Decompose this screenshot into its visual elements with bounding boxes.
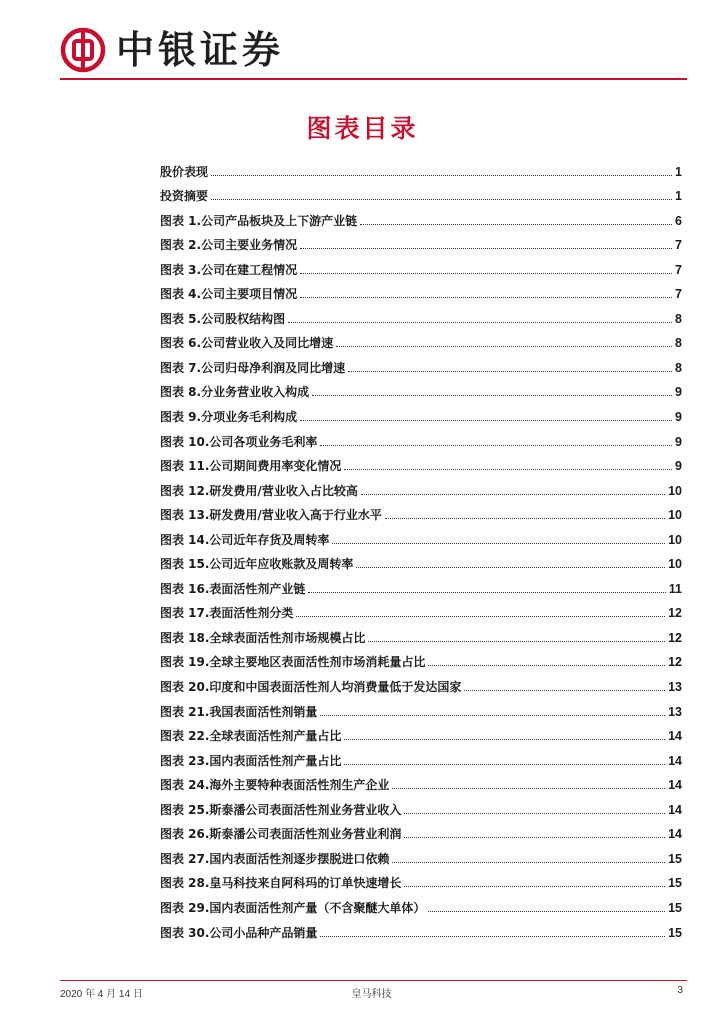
toc-entry-page[interactable]: 13 [668,680,682,695]
toc-leader-dots [361,494,665,495]
toc-entry[interactable] [160,302,682,327]
toc-entry[interactable] [160,891,682,916]
toc-leader-dots [404,813,665,814]
toc-leader-dots [344,469,672,470]
toc-leader-dots [356,567,665,568]
toc-entry-page[interactable]: 15 [668,925,682,940]
toc-entry-label[interactable]: 图表 19.全球主要地区表面活性剂市场消耗量占比 [160,655,426,670]
table-of-contents [160,155,682,941]
toc-entry[interactable] [160,744,682,769]
toc-leader-dots [308,592,665,593]
toc-leader-dots [211,175,672,176]
toc-leader-dots [332,543,665,544]
toc-entry-page[interactable]: 11 [668,581,682,596]
toc-entry[interactable] [160,597,682,622]
toc-entry-page[interactable]: 10 [668,557,682,572]
toc-entry[interactable] [160,499,682,524]
toc-leader-dots [344,739,665,740]
toc-entry-label[interactable]: 图表 17.表面活性剂分类 [160,606,294,621]
toc-leader-dots [300,273,672,274]
toc-entry[interactable] [160,425,682,450]
toc-entry-label[interactable]: 图表 9.分项业务毛利构成 [160,410,298,425]
toc-entry[interactable] [160,180,682,205]
toc-leader-dots [428,665,665,666]
toc-entry-page[interactable]: 14 [668,753,682,768]
toc-entry-label[interactable]: 图表 18.全球表面活性剂市场规模占比 [160,630,366,645]
toc-entry[interactable] [160,450,682,475]
toc-leader-dots [428,911,665,912]
toc-entry-page[interactable]: 6 [675,213,682,228]
header-divider [60,78,687,80]
page-footer [60,985,683,1001]
toc-leader-dots [320,936,665,937]
toc-leader-dots [392,788,665,789]
toc-entry-page[interactable]: 10 [668,508,682,523]
toc-entry-page[interactable]: 12 [668,630,682,645]
toc-entry-label[interactable]: 图表 10.公司各项业务毛利率 [160,434,318,449]
toc-leader-dots [336,346,672,347]
toc-leader-dots [300,248,672,249]
toc-entry-page[interactable]: 9 [675,459,682,474]
toc-entry-page[interactable]: 14 [668,778,682,793]
page-header [0,0,725,80]
toc-entry-label[interactable]: 图表 26.斯泰潘公司表面活性剂业务营业利润 [160,827,402,842]
toc-entry-page[interactable]: 15 [668,900,682,915]
toc-leader-dots [320,445,672,446]
toc-entry-page[interactable]: 12 [668,655,682,670]
toc-leader-dots [368,641,665,642]
toc-entry-page[interactable]: 14 [668,802,682,817]
toc-entry-label[interactable]: 图表 27.国内表面活性剂逐步摆脱进口依赖 [160,851,390,866]
toc-entry-page[interactable]: 14 [668,729,682,744]
toc-entry-label[interactable]: 图表 11.公司期间费用率变化情况 [160,459,342,474]
toc-entry-label[interactable]: 图表 28.皇马科技来自阿科玛的订单快速增长 [160,876,402,891]
toc-entry[interactable] [160,769,682,794]
toc-entry-page[interactable]: 1 [675,164,682,179]
toc-entry-page[interactable]: 15 [668,851,682,866]
toc-entry[interactable] [160,351,682,376]
toc-entry-label[interactable]: 图表 29.国内表面活性剂产量（不含聚醚大单体） [160,900,426,915]
toc-entry-label[interactable]: 图表 4.公司主要项目情况 [160,287,298,302]
toc-entry-page[interactable]: 15 [668,876,682,891]
toc-leader-dots [392,862,665,863]
toc-entry[interactable] [160,327,682,352]
page-title: 图表目录 [306,114,419,143]
toc-entry-label[interactable]: 图表 8.分业务营业收入构成 [160,385,310,400]
toc-leader-dots [404,886,665,887]
toc-entry-page[interactable]: 10 [668,483,682,498]
toc-entry[interactable] [160,621,682,646]
toc-entry[interactable] [160,548,682,573]
toc-entry-label[interactable]: 图表 15.公司近年应收账款及周转率 [160,557,354,572]
toc-entry-label[interactable]: 图表 25.斯泰潘公司表面活性剂业务营业收入 [160,802,402,817]
toc-entry[interactable] [160,572,682,597]
toc-entry-label[interactable]: 图表 12.研发费用/营业收入占比较高 [160,483,358,498]
toc-entry[interactable] [160,204,682,229]
toc-entry[interactable] [160,720,682,745]
toc-entry-label[interactable]: 图表 20.印度和中国表面活性剂人均消费量低于发达国家 [160,680,462,695]
toc-entry-label[interactable]: 图表 24.海外主要特种表面活性剂生产企业 [160,778,390,793]
toc-leader-dots [312,395,672,396]
toc-entry-page[interactable]: 9 [675,434,682,449]
toc-entry-page[interactable]: 8 [675,311,682,326]
toc-leader-dots [385,518,665,519]
toc-entry-page[interactable]: 1 [675,189,682,204]
bank-of-china-logo-icon [60,27,106,73]
toc-entry-label[interactable]: 图表 1.公司产品板块及上下游产业链 [160,213,358,228]
toc-entry-page[interactable]: 8 [675,336,682,351]
toc-entry-page[interactable]: 7 [675,287,682,302]
toc-entry[interactable] [160,916,682,941]
toc-entry[interactable] [160,818,682,843]
toc-leader-dots [320,715,665,716]
toc-leader-dots [211,199,672,200]
toc-entry-page[interactable]: 9 [675,410,682,425]
toc-leader-dots [296,616,665,617]
toc-entry-label[interactable]: 投资摘要 [160,189,209,204]
toc-entry[interactable] [160,695,682,720]
toc-entry[interactable] [160,523,682,548]
toc-entry-page[interactable]: 10 [668,532,682,547]
toc-entry[interactable] [160,229,682,254]
toc-leader-dots [344,764,665,765]
toc-entry-page[interactable]: 13 [668,704,682,719]
toc-leader-dots [348,371,672,372]
toc-entry-page[interactable]: 9 [675,385,682,400]
footer-divider [60,980,687,981]
toc-entry-label[interactable]: 图表 3.公司在建工程情况 [160,262,298,277]
toc-entry-page[interactable]: 7 [675,238,682,253]
toc-leader-dots [300,420,672,421]
toc-entry-label[interactable]: 图表 21.我国表面活性剂销量 [160,704,318,719]
toc-entry-label[interactable]: 股价表现 [160,164,209,179]
toc-entry[interactable] [160,155,682,180]
toc-leader-dots [360,224,672,225]
toc-entry[interactable] [160,793,682,818]
toc-entry-label[interactable]: 图表 13.研发费用/营业收入高于行业水平 [160,508,382,523]
toc-entry[interactable] [160,400,682,425]
toc-entry[interactable] [160,278,682,303]
toc-leader-dots [300,297,672,298]
toc-entry-label[interactable]: 图表 5.公司股权结构图 [160,311,286,326]
toc-entry[interactable] [160,842,682,867]
toc-leader-dots [464,690,665,691]
toc-entry-label[interactable]: 图表 2.公司主要业务情况 [160,238,298,253]
toc-entry-page[interactable]: 8 [675,360,682,375]
toc-entry-label[interactable]: 图表 14.公司近年存货及周转率 [160,532,330,547]
toc-entry[interactable] [160,646,682,671]
toc-entry-label[interactable]: 图表 7.公司归母净利润及同比增速 [160,360,346,375]
footer-page-number: 3 [677,985,683,996]
toc-entry[interactable] [160,867,682,892]
toc-leader-dots [404,837,665,838]
toc-entry-label[interactable]: 图表 6.公司营业收入及同比增速 [160,336,334,351]
toc-entry[interactable] [160,474,682,499]
toc-entry[interactable] [160,670,682,695]
toc-entry-page[interactable]: 7 [675,262,682,277]
footer-date: 2020 年 4 月 14 日 [60,989,143,1000]
toc-entry-label[interactable]: 图表 16.表面活性剂产业链 [160,581,306,596]
toc-entry[interactable] [160,376,682,401]
toc-entry-label[interactable]: 图表 23.国内表面活性剂产量占比 [160,753,342,768]
toc-entry-label[interactable]: 图表 22.全球表面活性剂产量占比 [160,729,342,744]
footer-company: 皇马科技 [351,989,392,1000]
brand-name: 中银证券 [116,27,285,72]
toc-leader-dots [288,322,672,323]
toc-entry[interactable] [160,253,682,278]
toc-entry-page[interactable]: 12 [668,606,682,621]
toc-entry-label[interactable]: 图表 30.公司小品种产品销量 [160,925,318,940]
toc-entry-page[interactable]: 14 [668,827,682,842]
